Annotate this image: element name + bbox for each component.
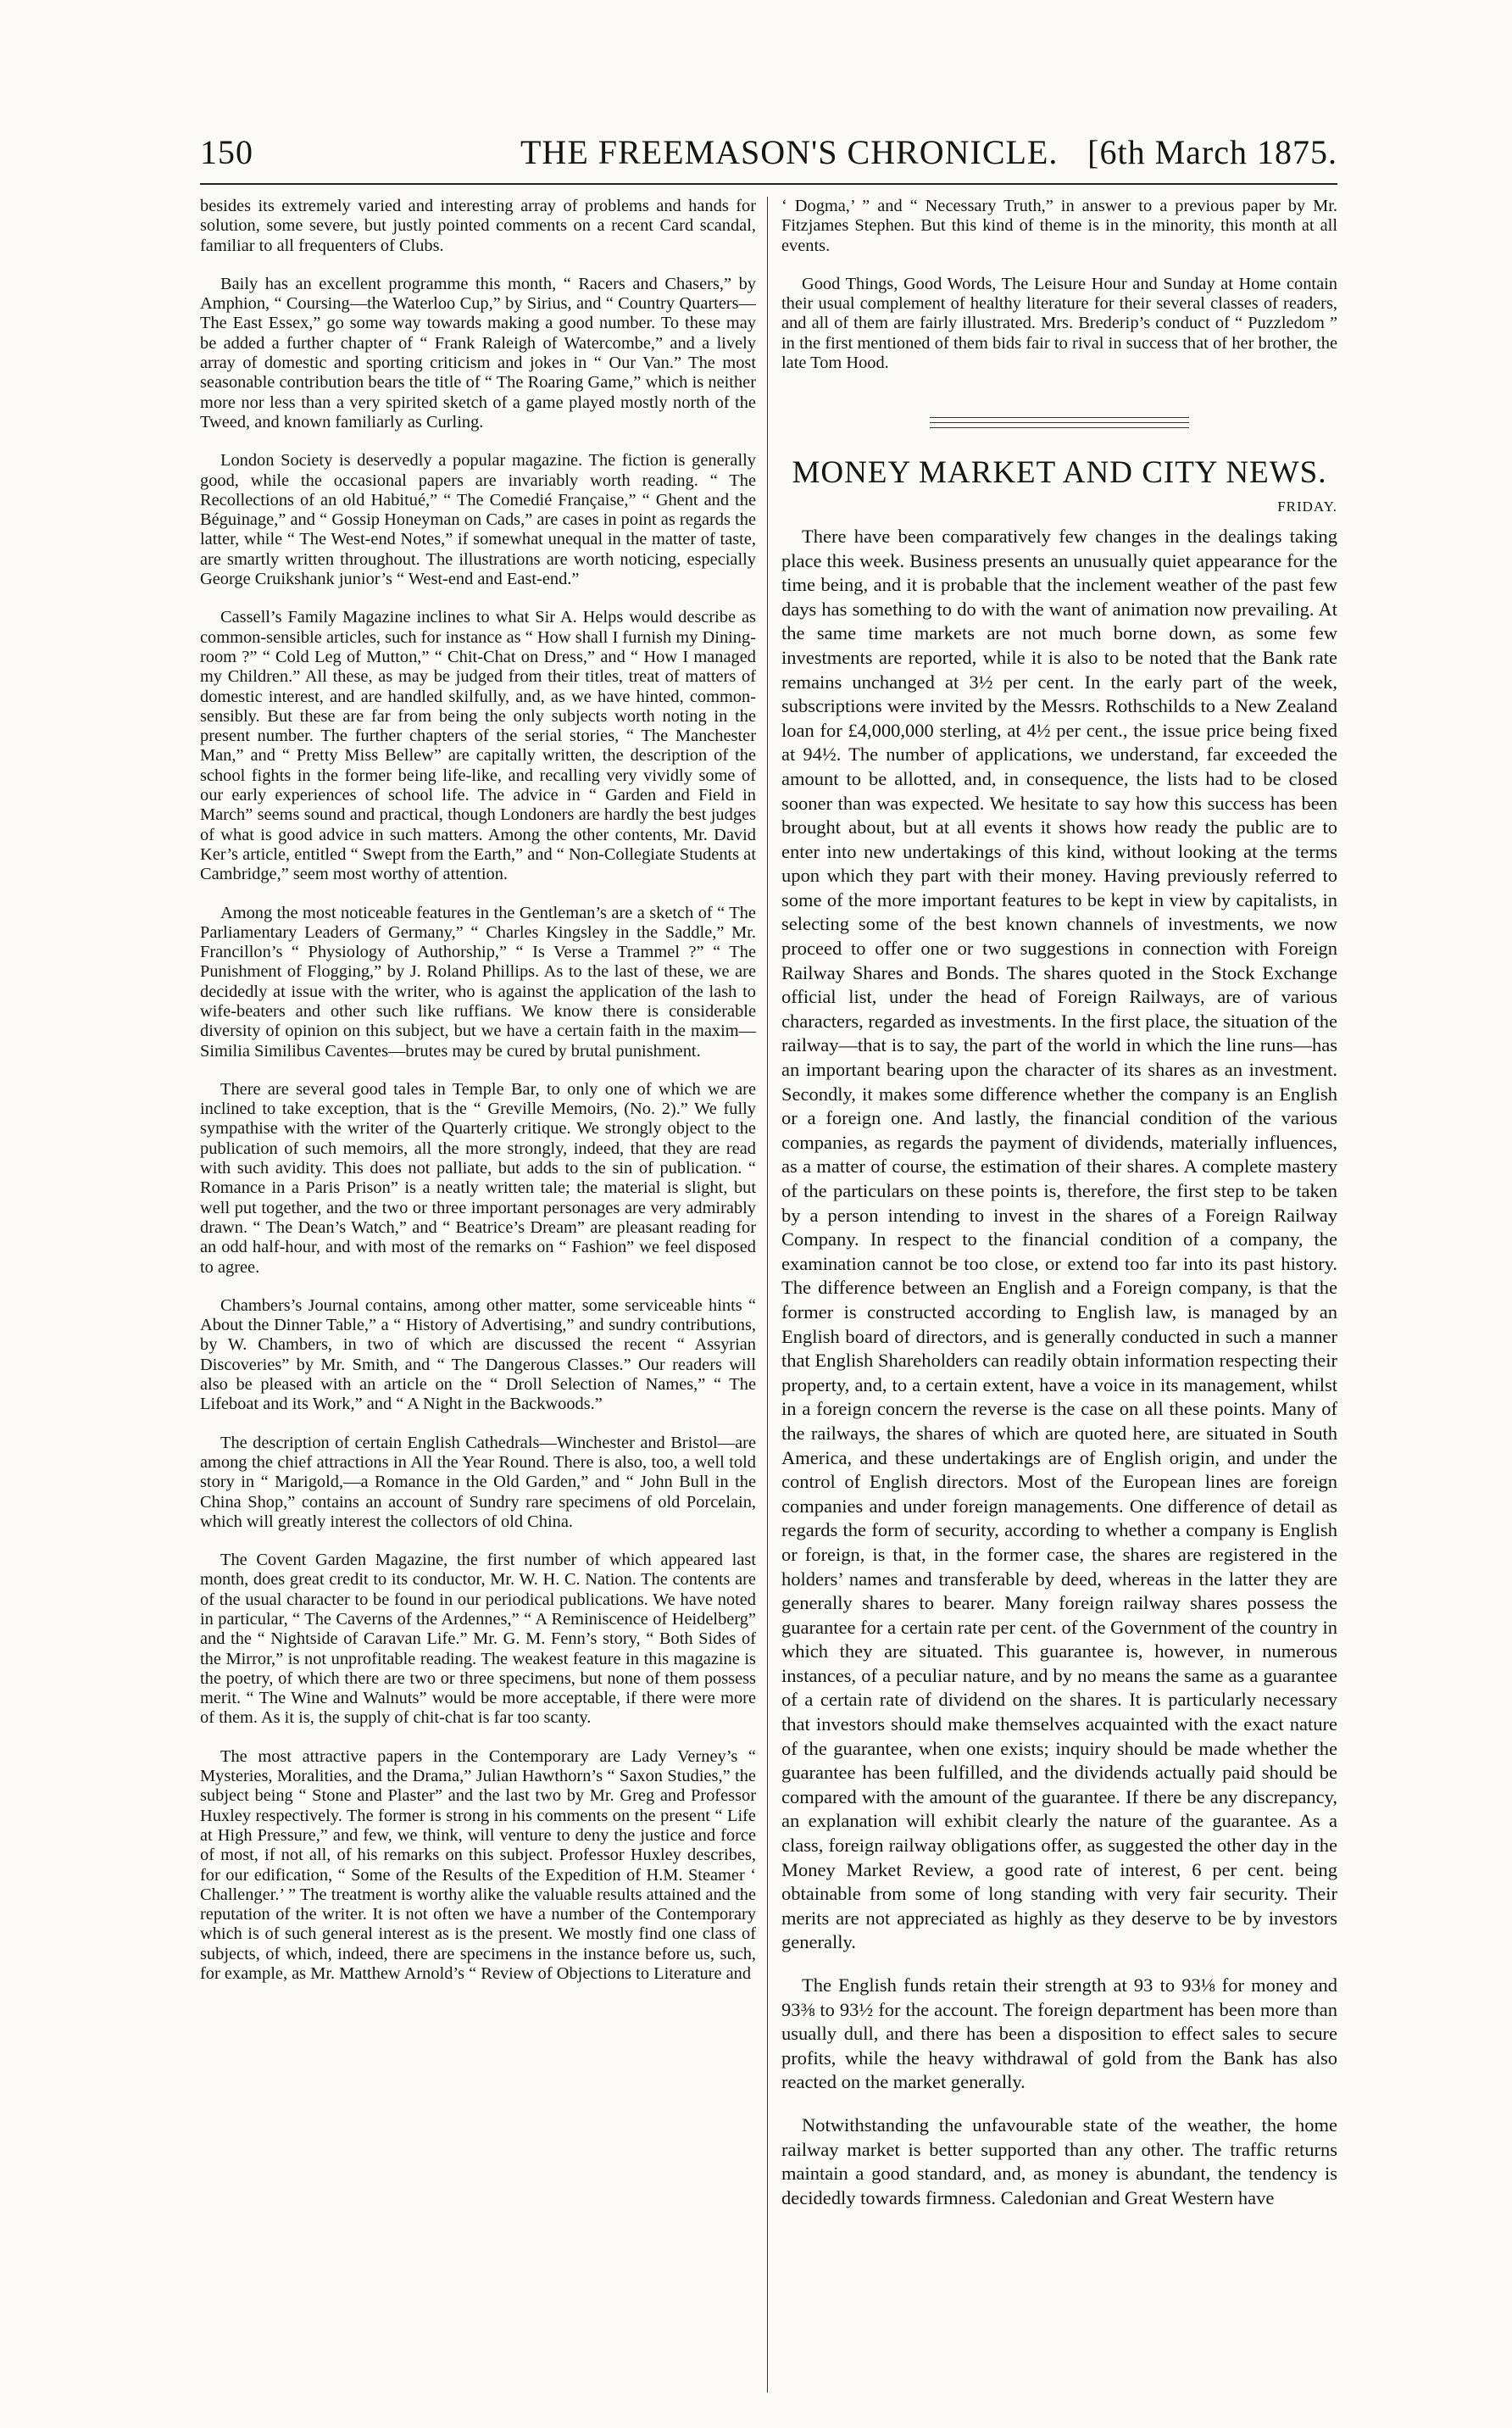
paragraph: Chambers’s Journal contains, among other matter, some serviceable hints “ About the Dinner Table,” a “ History of Advertising,” and sundry contributions, by W. Chambers, in two of which are discussed the recent “ Assyrian Discoveries” by Mr. Smith, and “ The Dangerous Classes.” Our readers will also be pleased with an article on the “ Droll Selection of Names,” “ The Lifeboat and its Work,” and “ A Night in the Backwoods.” — [200, 1295, 756, 1414]
paragraph: The most attractive papers in the Contemporary are Lady Verney’s “ Mysteries, Moralities, and the Drama,” Julian Hawthorn’s “ Saxon Studies,” the subject being “ Stone and Plaster” and the last two by Mr. Greg and Professor Huxley respectively. The former is strong in his comments on the present “ Life at High Pressure,” and few, we think, will venture to deny the justice and force of most, if not all, of his remarks on this subject. Professor Huxley describes, for our edification, “ Some of the Results of the Expedition of H.M. Steamer ‘ Challenger.’ ” The treatment is worthy alike the valuable results attained and the reputation of the writer. It is not often we have a number of the Contemporary which is of such general interest as is the present. We mostly find one class of subjects, of which, indeed, there are specimens in the instance before us, such, for example, as Mr. Matthew Arnold’s “ Review of Objections to Literature and — [200, 1746, 756, 1984]
paragraph: There have been comparatively few changes in the dealings taking place this week. Business presents an unusually quiet appearance for the time being, and it is probable that the inclement weather of the past few days has something to do with the want of animation now prevailing. At the same time markets are not much borne down, as some few investments are reported, while it is also to be noted that the Bank rate remains unchanged at 3½ per cent. In the early part of the week, subscriptions were invited by the Messrs. Rothschilds to a New Zealand loan for £4,000,000 sterling, at 4½ per cent., the issue price being fixed at 94½. The number of applications, we understand, far exceeded the amount to be allotted, and, in consequence, the lists had to be closed sooner than was expected. We hesitate to say how this success has been brought about, but at all events it shows how ready the public are to enter into new undertakings of this kind, without looking at the terms upon which they part with their money. Having previously referred to some of the more important features to be kept in view by capitalists, in selecting some of the best known channels of investments, we now proceed to offer one or two suggestions in connection with Foreign Railway Shares and Bonds. The shares quoted in the Stock Exchange official list, under the head of Foreign Railways, are of various characters, regarded as investments. In the first place, the situation of the railway—that is to say, the part of the world in which the line runs—has an important bearing upon the character of its shares as an investment. Secondly, it makes some difference whether the company is an English or a foreign one. And lastly, the financial condition of the various companies, as regards the payment of dividends, materially influences, as a matter of course, the estimation of their shares. A complete mastery of the particulars on these points is, therefore, the first step to be taken by a person intending to invest in the shares of a Foreign Railway Company. In respect to the financial condition of a company, the examination cannot be too close, or extend too far into its past history. The difference between an English and a Foreign company, is that the former is constructed according to English law, is managed by an English board of directors, and is generally conducted in such a manner that English Shareholders can readily obtain information respecting their property, and, to a certain extent, have a voice in its management, whilst in a foreign concern the reverse is the case on all these points. Many of the railways, the shares of which are quoted here, are situated in South America, and these undertakings are of English origin, and under the control of English directors. Most of the European lines are foreign companies and under foreign managements. One difference of detail as regards the form of security, according to whether a company is English or foreign, is that, in the former case, the shares are registered in the holders’ names and transferable by deed, whereas in the latter they are generally shares to bearer. Many foreign railway shares possess the guarantee for a certain rate per cent. of the Government of the country in which they are situated. This guarantee is, however, in numerous instances, of a peculiar nature, and by no means the same as a guarantee of a certain rate of dividend on the shares. It is particularly necessary that investors should make themselves acquainted with the exact nature of the guarantee, when one exists; inquiry should be made whether the guarantee has been fulfilled, and the dividends actually paid should be compared with the amount of the guarantee. If there be any discrepancy, an explanation will exhibit clearly the nature of the guarantee. As a class, foreign railway obligations offer, as suggested the other day in the Money Market Review, a good rate of interest, 6 per cent. being obtainable from some of long standing with very fair security. Their merits are not appreciated as highly as they deserve to be by investors generally. — [781, 525, 1337, 1953]
paragraph: Baily has an excellent programme this month, “ Racers and Chasers,” by Amphion, “ Coursing—the Waterloo Cup,” by Sirius, and “ Country Quarters—The East Essex,” go some way towards making a good number. To these may be added a further chapter of “ Frank Raleigh of Watercombe,” and a lively array of domestic and sporting criticism and jokes in “ Our Van.” The most seasonable contribution bears the title of “ The Roaring Game,” which is neither more nor less than a very spirited sketch of a game played mostly north of the Tweed, and known familiarly as Curling. — [200, 274, 756, 432]
left-column — [200, 197, 756, 2392]
paragraph: London Society is deservedly a popular magazine. The fiction is generally good, while the occasional papers are invariably worth reading. “ The Recollections of an old Habitué,” “ The Comedié Française,” “ Ghent and the Béguinage,” and “ Gossip Honeyman on Cads,” are cases in point as regards the latter, while “ The West-end Notes,” if somewhat unequal in the matter of taste, are smartly written throughout. The illustrations are worth noticing, especially George Cruikshank junior’s “ West-end and East-end.” — [200, 451, 756, 589]
paragraph: Cassell’s Family Magazine inclines to what Sir A. Helps would describe as common-sensible articles, such for instance as “ How shall I furnish my Dining-room ?” “ Cold Leg of Mutton,” “ Chit-Chat on Dress,” and “ How I managed my Children.” All these, as may be judged from their titles, treat of matters of domestic interest, and are handled skilfully, and, as we have hinted, common-sensibly. But these are far from being the only subjects worth noting in the present number. The further chapters of the serial stories, “ The Manchester Man,” and “ Pretty Miss Bellew” are capitally written, the description of the school fights in the former being life-like, and recalling very vividly some of our early experiences of school life. The advice in “ Garden and Field in March” seems sound and practical, though Londoners are hardly the best judges of what is good advice in such matters. Among the other contents, Mr. David Ker’s article, entitled “ Swept from the Earth,” and “ Non-Collegiate Students at Cambridge,” seem most worthy of attention. — [200, 608, 756, 884]
paragraph: Among the most noticeable features in the Gentleman’s are a sketch of “ The Parliamentary Leaders of Germany,” “ Charles Kingsley in the Saddle,” Mr. Francillon’s “ Physiology of Authorship,” “ Is Verse a Trammel ?” “ The Punishment of Flogging,” by J. Roland Phillips. As to the last of these, we are decidedly at issue with the writer, who is against the application of the lash to wife-beaters and other such like ruffians. We know there is considerable diversity of opinion on this subject, but we have a certain faith in the maxim—Similia Similibus Caventes—brutes may be cured by brutal punishment. — [200, 903, 756, 1061]
publication-title: THE FREEMASON'S CHRONICLE. — [520, 133, 1059, 171]
paragraph: The Covent Garden Magazine, the first number of which appeared last month, does great credit to its conductor, Mr. W. H. C. Nation. The contents are of the usual character to be found in our periodical publications. We have noted in particular, “ The Caverns of the Ardennes,” “ A Reminiscence of Heidelberg” and the “ Nightside of Caravan Life.” Mr. G. M. Fenn’s story, “ Both Sides of the Mirror,” is not unprofitable reading. The weakest feature in this magazine is the poetry, of which there are two or three specimens, but none of them possess merit. “ The Wine and Walnuts” would be more acceptable, if there were more of them. As it is, the supply of chit-chat is far too scanty. — [200, 1551, 756, 1728]
paragraph: The English funds retain their strength at 93 to 93⅛ for money and 93⅜ to 93½ for the account. The foreign department has been more than usually dull, and there has been a disposition to effect sales to secure profits, while the heavy withdrawal of gold from the Bank has also reacted on the market generally. — [781, 1974, 1337, 2093]
paragraph: Notwithstanding the unfavourable state of the weather, the home railway market is better supported than any other. The traffic returns maintain a good standard, and, as money is abundant, the tendency is decidedly towards firmness. Caledonian and Great Western have — [781, 2113, 1337, 2208]
right-column — [781, 197, 1337, 2392]
paragraph: The description of certain English Cathedrals—Winchester and Bristol—are among the chief attractions in All the Year Round. There is also, too, a well told story in “ Marigold,—a Romance in the Old Garden,” and “ John Bull in the China Shop,” contains an account of Sundry rare specimens of old Porcelain, which will greatly interest the collectors of old China. — [200, 1433, 756, 1531]
right-column-top — [781, 197, 1337, 373]
page-header — [200, 129, 1337, 180]
section-dateline: FRIDAY. — [1277, 498, 1337, 515]
section-heading: MONEY MARKET AND CITY NEWS. — [792, 455, 1327, 491]
paragraph: Good Things, Good Words, The Leisure Hour and Sunday at Home contain their usual complement of healthy literature for their several classes of readers, and all of them are fairly illustrated. Mrs. Brederip’s conduct of “ Puzzledom ” in the first mentioned of them bids fair to rival in success that of her brother, the late Tom Hood. — [781, 274, 1337, 373]
header-rule — [200, 183, 1337, 185]
paragraph: There are several good tales in Temple Bar, to only one of which we are inclined to take exception, that is the “ Greville Memoirs, (No. 2).” We fully sympathise with the writer of the Quarterly critique. We strongly object to the publication of such memoirs, all the more strongly, indeed, that they are read with such avidity. This does not palliate, but adds to the sin of publication. “ Romance in a Paris Prison” is a neatly written tale; the material is slight, but well put together, and the two or three important personages are very admirably drawn. “ The Dean’s Watch,” and “ Beatrice’s Dream” are pleasant reading for an odd half-hour, and with most of the remarks on “ Fashion” we feel disposed to agree. — [200, 1079, 756, 1277]
paragraph: ‘ Dogma,’ ” and “ Necessary Truth,” in answer to a previous paper by Mr. Fitzjames Stephen. But this kind of theme is in the minority, this month at all events. — [781, 197, 1337, 255]
issue-date: [6th March 1875. — [1087, 133, 1337, 171]
section-separator — [781, 392, 1337, 454]
page-number: 150 — [200, 133, 253, 171]
paragraph: besides its extremely varied and interesting array of problems and hands for solution, some severe, but justly pointed comments on a recent Card scandal, familiar to all frequenters of Clubs. — [200, 197, 756, 255]
column-divider — [767, 197, 768, 2392]
right-column-body — [781, 525, 1337, 2210]
